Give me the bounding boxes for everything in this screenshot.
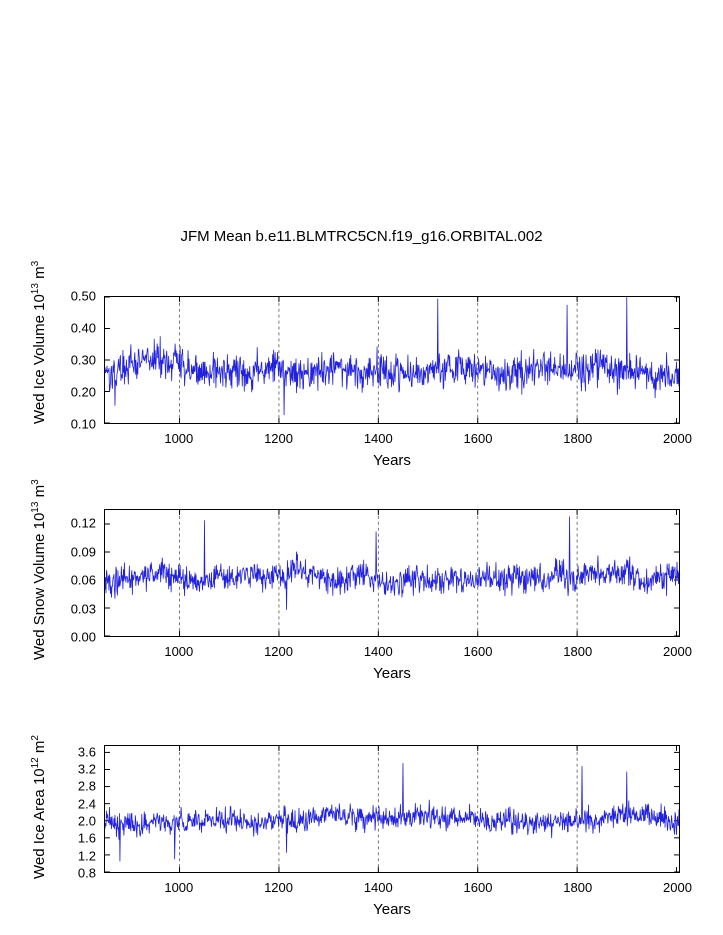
y-tick-label: 0.10 xyxy=(70,416,96,432)
y-tick-label: 3.6 xyxy=(77,744,96,759)
x-tick-label: 1600 xyxy=(463,431,493,446)
y-tick-label: 2.0 xyxy=(77,813,96,829)
plot-area-ice-volume xyxy=(104,296,680,424)
x-tick-label: 1200 xyxy=(264,880,293,895)
x-axis-label-snow-volume: Years xyxy=(373,665,411,682)
x-tick-label: 1000 xyxy=(164,431,194,446)
y-tick-label: 0.40 xyxy=(70,320,96,336)
x-tick-label: 2000 xyxy=(663,644,692,659)
x-tick-label: 1600 xyxy=(463,644,493,659)
chart-panel-ice-volume xyxy=(104,296,680,424)
x-tick-label: 1800 xyxy=(563,644,593,659)
x-axis-ticks-snow-volume xyxy=(104,642,692,660)
y-axis-ticks-ice-area xyxy=(48,744,96,881)
x-tick-label: 1000 xyxy=(164,644,194,659)
x-axis-label-ice-area: Years xyxy=(373,901,411,918)
y-tick-label: 3.2 xyxy=(77,761,96,777)
y-tick-label: 2.8 xyxy=(77,778,96,794)
plot-area-ice-area xyxy=(104,745,680,873)
chart-panel-snow-volume xyxy=(104,509,680,637)
x-tick-label: 2000 xyxy=(663,431,692,446)
x-tick-label: 1600 xyxy=(463,880,493,895)
y-tick-label: 0.09 xyxy=(70,544,96,560)
series-plot-snow-volume xyxy=(105,510,679,636)
y-tick-label: 0.50 xyxy=(70,288,96,304)
y-tick-label: 0.06 xyxy=(70,572,96,588)
x-tick-label: 1400 xyxy=(363,644,393,659)
y-axis-ticks-ice-volume xyxy=(48,288,96,432)
chart-panel-ice-area xyxy=(104,745,680,873)
x-tick-label: 1000 xyxy=(164,880,194,895)
y-tick-label: 0.03 xyxy=(70,601,96,617)
y-tick-label: 1.2 xyxy=(77,848,96,864)
x-axis-ticks-ice-volume xyxy=(104,429,692,447)
x-axis-ticks-ice-area xyxy=(104,878,692,896)
y-tick-label: 2.4 xyxy=(77,796,96,812)
x-tick-label: 1200 xyxy=(264,431,293,446)
y-axis-label-ice-area: Wed Ice Area $10^{12}$ $m^2$ xyxy=(30,735,48,879)
figure-title: JFM Mean b.e11.BLMTRC5CN.f19_g16.ORBITAL.002 xyxy=(180,228,543,245)
y-tick-label: 1.6 xyxy=(77,830,96,846)
series-plot-ice-area xyxy=(105,746,679,872)
y-axis-label-snow-volume: Wed Snow Volume $10^{13}$ $m^3$ xyxy=(30,479,48,660)
x-tick-label: 1400 xyxy=(363,880,393,895)
x-tick-label: 1200 xyxy=(264,644,293,659)
y-axis-ticks-snow-volume xyxy=(48,509,96,645)
plot-area-snow-volume xyxy=(104,509,680,637)
y-tick-label: 0.00 xyxy=(70,629,96,645)
y-tick-label: 0.20 xyxy=(70,384,96,400)
x-tick-label: 1800 xyxy=(563,880,593,895)
y-tick-label: 0.30 xyxy=(70,352,96,368)
x-tick-label: 1400 xyxy=(363,431,393,446)
y-tick-label: 0.12 xyxy=(70,515,96,531)
y-tick-label: 0.8 xyxy=(77,865,96,881)
x-tick-label: 2000 xyxy=(663,880,692,895)
y-axis-label-ice-volume: Wed Ice Volume $10^{13}$ $m^3$ xyxy=(30,260,48,424)
series-plot-ice-volume xyxy=(105,297,679,423)
x-axis-label-ice-volume: Years xyxy=(373,452,411,469)
x-tick-label: 1800 xyxy=(563,431,593,446)
